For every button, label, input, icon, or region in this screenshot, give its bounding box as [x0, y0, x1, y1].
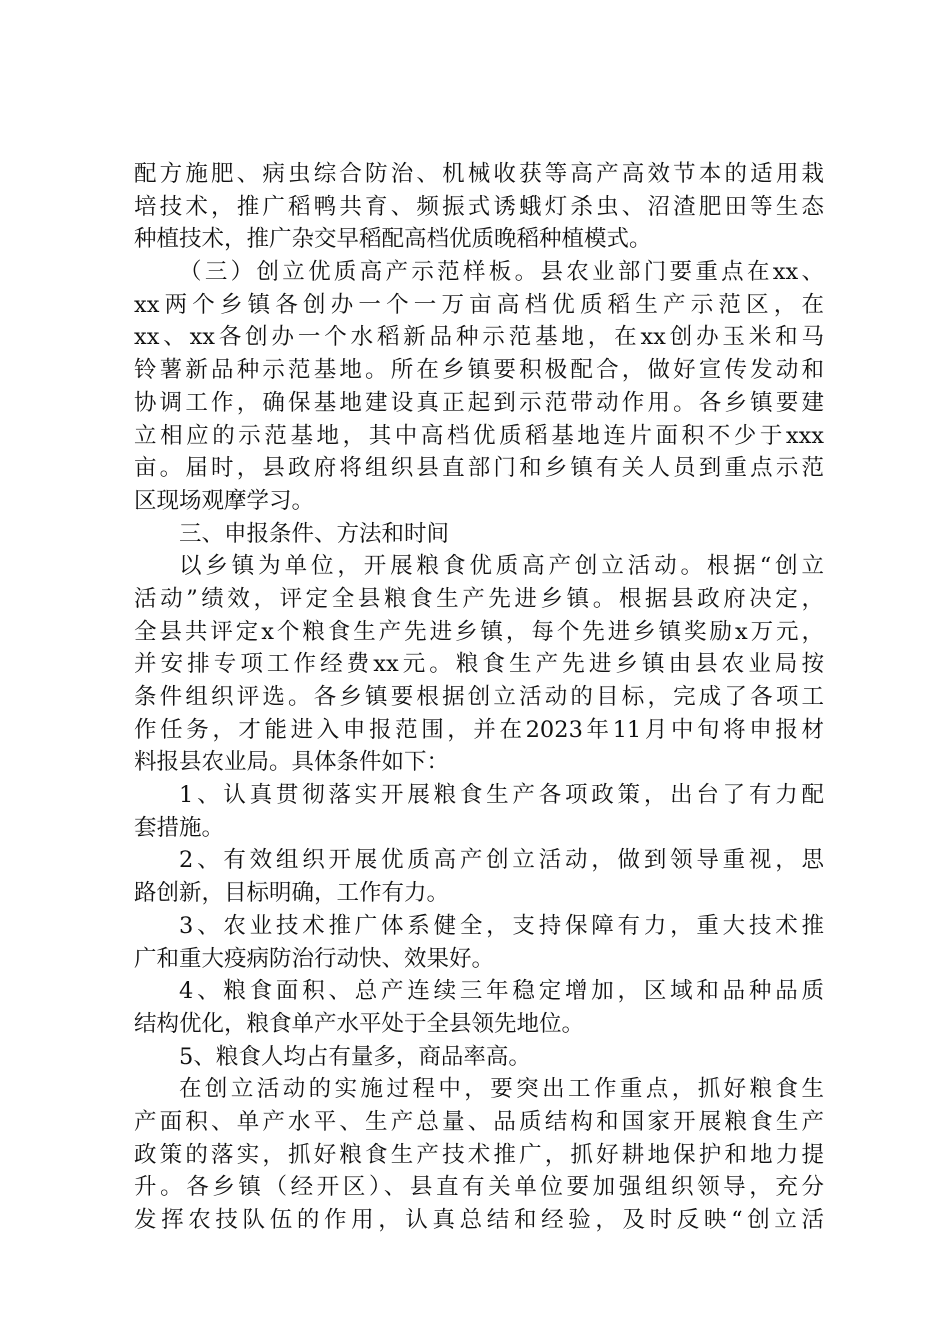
text-line: 政策的落实，抓好粮食生产技术推广，抓好耕地保护和地力提	[134, 1141, 824, 1168]
text-line: xx两个乡镇各创办一个一万亩高档优质稻生产示范区，在	[134, 291, 824, 318]
text-line: 铃薯新品种示范基地。所在乡镇要积极配合，做好宣传发动和	[134, 357, 824, 384]
text-line: 5、粮食人均占有量多，商品率高。	[179, 1043, 531, 1070]
text-line: 配方施肥、病虫综合防治、机械收获等高产高效节本的适用栽	[134, 161, 824, 187]
text-line: 立相应的示范基地，其中高档优质稻基地连片面积不少于xxx	[134, 422, 824, 449]
text-line: 活动”绩效，评定全县粮食生产先进乡镇。根据县政府决定，	[134, 585, 824, 612]
text-line: 广和重大疫病防治行动快、效果好。	[134, 945, 495, 972]
text-line: 三、申报条件、方法和时间	[179, 520, 450, 547]
text-line: （三）创立优质高产示范样板。县农业部门要重点在xx、	[179, 259, 824, 286]
text-line: 种植技术，推广杂交早稻配高档优质晚稻种植模式。	[134, 226, 652, 253]
text-line: 1、认真贯彻落实开展粮食生产各项政策，出台了有力配	[179, 782, 824, 809]
text-line: 发挥农技队伍的作用，认真总结和经验，及时反映“创立活	[134, 1207, 824, 1233]
text-line: 路创新，目标明确，工作有力。	[134, 880, 450, 907]
text-line: 培技术，推广稻鸭共育、频振式诱蛾灯杀虫、沼渣肥田等生态	[134, 193, 824, 220]
document-body	[134, 158, 824, 1237]
text-line: 条件组织评选。各乡镇要根据创立活动的目标，完成了各项工	[134, 684, 824, 710]
text-line: 在创立活动的实施过程中，要突出工作重点，抓好粮食生	[179, 1076, 824, 1103]
text-line: 作任务，才能进入申报范围，并在2023年11月中旬将申报材	[134, 716, 824, 743]
text-line: 区现场观摩学习。	[134, 487, 315, 514]
text-line: 以乡镇为单位，开展粮食优质高产创立活动。根据“创立	[179, 553, 824, 580]
text-line: 亩。届时，县政府将组织县直部门和乡镇有关人员到重点示范	[134, 455, 824, 482]
text-line: 2、有效组织开展优质高产创立活动，做到领导重视，思	[179, 847, 824, 874]
text-line: 结构优化，粮食单产水平处于全县领先地位。	[134, 1010, 585, 1037]
text-line: 全县共评定x个粮食生产先进乡镇，每个先进乡镇奖励x万元，	[134, 618, 824, 645]
text-line: 产面积、单产水平、生产总量、品质结构和国家开展粮食生产	[134, 1108, 824, 1135]
text-line: 料报县农业局。具体条件如下：	[134, 749, 450, 776]
text-line: 并安排专项工作经费xx元。粮食生产先进乡镇由县农业局按	[134, 651, 824, 678]
text-line: 4、粮食面积、总产连续三年稳定增加，区域和品种品质	[179, 978, 824, 1005]
text-line: 协调工作，确保基地建设真正起到示范带动作用。各乡镇要建	[134, 389, 824, 416]
text-line: 3、农业技术推广体系健全，支持保障有力，重大技术推	[179, 912, 824, 939]
text-line: xx、xx各创办一个水稻新品种示范基地，在xx创办玉米和马	[134, 324, 824, 351]
text-line: 套措施。	[134, 814, 225, 841]
text-line: 升。各乡镇（经开区）、县直有关单位要加强组织领导，充分	[134, 1174, 824, 1201]
